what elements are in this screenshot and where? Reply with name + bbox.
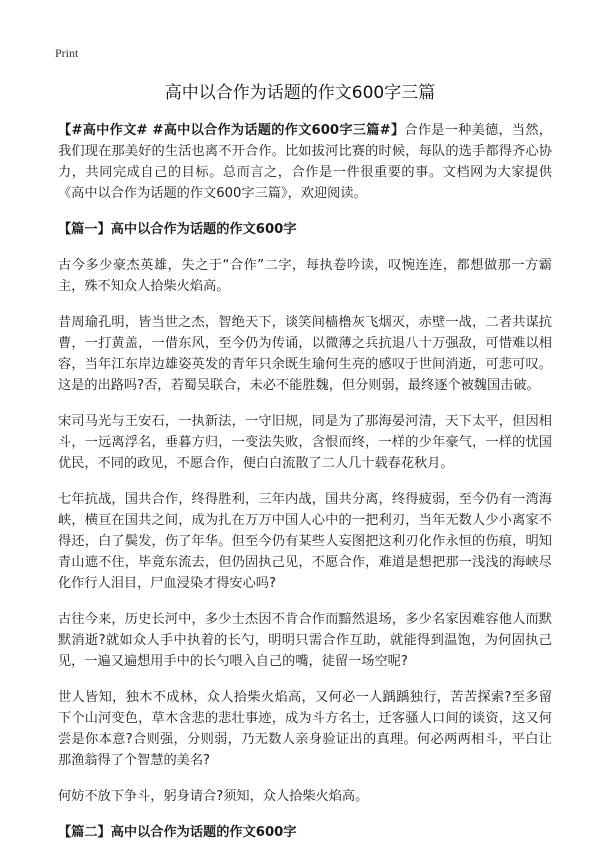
- section-heading-1: 【篇一】高中以合作为话题的作文600字: [58, 222, 297, 237]
- intro-tag: 【#高中作文# #高中以合作为话题的作文600字三篇#】: [58, 123, 405, 138]
- paragraph: 七年抗战，国共合作，终得胜利，三年内战，国共分离，终得疲弱，至今仍有一湾海峡，横亘在国共之间，成为扎在万万中国人心中的一把利刃，当年无数人少小离家不得还，白了鬓发，伤了年华。但至今仍有某些人妄图把这利刃化作永恒的伤痕，明知青山遮不住，毕竟东流去，但仍固执己见，不愿合作，难道是想把那一浅浅的海峡尽化作行人泪目，尸血浸染才得安心吗?: [58, 492, 552, 591]
- paragraph: 宋司马光与王安石，一执新法，一守旧规，同是为了那海晏河清，天下太平，但因相斗，一远离浮名，垂暮方归，一变法失败，含恨而终，一样的少年豪气，一样的忧国优民，不同的政见，不愿合作，便白白流散了二人几十载春花秋月。: [58, 414, 552, 471]
- page-title: 高中以合作为话题的作文600字三篇: [164, 83, 436, 103]
- print-label[interactable]: Print: [55, 46, 79, 60]
- intro-text: 合作是一种美德，当然，我们现在那美好的生活也离不开合作。比如拔河比赛的时候，每队的选手都得齐心协力，共同完成自己的目标。总而言之，合作是一件很重要的事。文档网为大家提供《高中以合作为话题的作文600字三篇》，欢迎阅读。: [58, 123, 552, 201]
- section-heading-2: 【篇二】高中以合作为话题的作文600字: [58, 825, 297, 840]
- paragraph: 古今多少豪杰英雄，失之于“合作”二字，每执卷吟读，叹惋连连，都想做那一方霸主，殊不知众人拾柴火焰高。: [58, 258, 552, 294]
- paragraph: 古往今来，历史长河中，多少士杰因不肯合作而黯然退场，多少名家因难容他人而默默消逝?就如众人手中执着的长勺，明明只需合作互助，就能得到温饱，为何固执己见，一遍又遍想用手中的长勺喂入自己的嘴，徒留一场空呢?: [58, 612, 552, 669]
- paragraph: 何妨不放下争斗，躬身请合?须知，众人拾柴火焰高。: [58, 789, 369, 804]
- paragraph: 昔周瑜孔明，皆当世之杰，智绝天下，谈笑间樯橹灰飞烟灭，赤壁一战，二者共谋抗曹，一打黄盖，一借东风，至今仍为传诵，以微薄之兵抗退八十万强敌，可惜难以相容，当年江东岸边雄姿英发的青年只余既生瑜何生亮的感叹于世间消逝，可悲可叹。这是的出路吗?否，若蜀吴联合，未必不能胜魏，但分则弱，最终逐个被魏国击破。: [58, 315, 552, 393]
- article-body: [58, 120, 552, 858]
- paragraph: 世人皆知，独木不成林，众人拾柴火焰高，又何必一人踽踽独行，苦苦探索?至多留下个山河变色，草木含悲的悲壮事迹，成为斗方名士，迁客骚人口间的谈资，这又何尝是你本意?合则强，分则弱，乃无数人亲身验证出的真理。何必两两相斗，平白让那渔翁得了个智慧的美名?: [58, 690, 552, 768]
- intro-paragraph: [58, 120, 552, 204]
